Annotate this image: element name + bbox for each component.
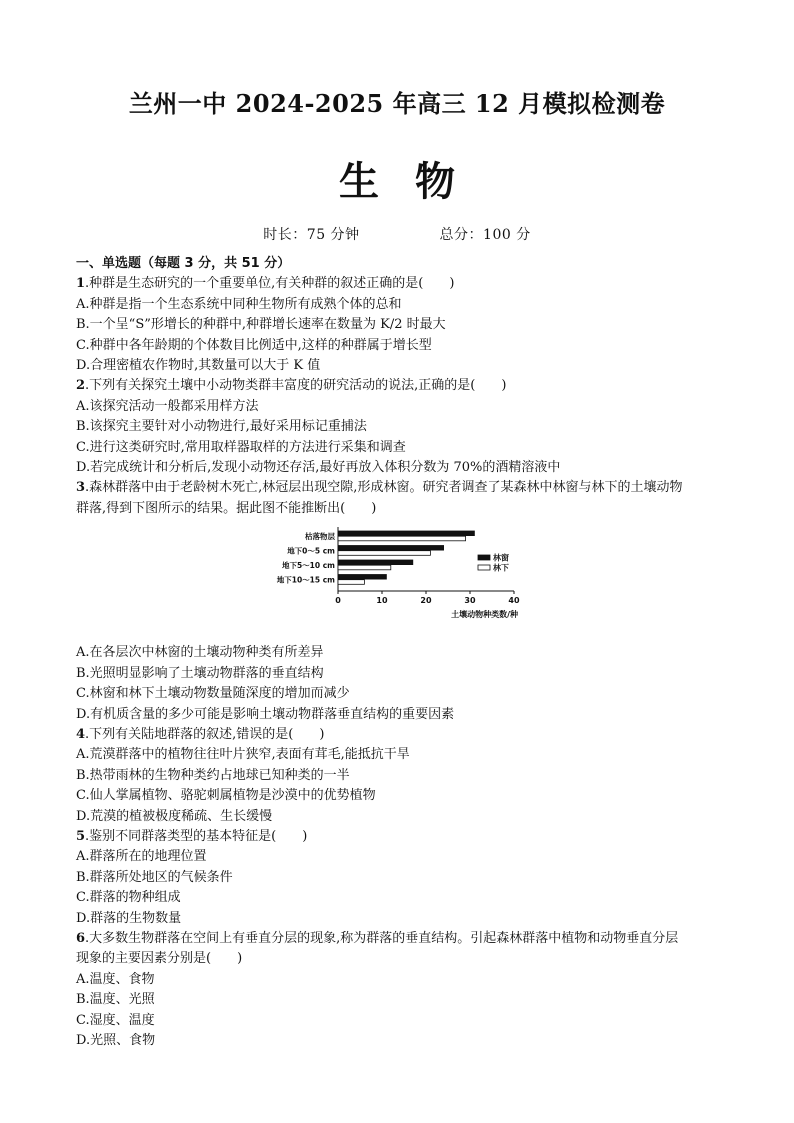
exam-meta xyxy=(0,224,794,244)
option-b: B.群落所处地区的气候条件 xyxy=(76,869,233,885)
question-stem: .森林群落中由于老龄树木死亡,林冠层出现空隙,形成林窗。研究者调查了某森林中林窗与林下的土壤动物 xyxy=(85,480,683,496)
option-c: C.湿度、温度 xyxy=(76,1012,155,1028)
legend-label: 林下 xyxy=(493,563,509,573)
question-4 xyxy=(76,725,726,827)
question-number: 6 xyxy=(76,930,86,946)
option-d: D.荒漠的植被极度稀疏、生长缓慢 xyxy=(76,808,273,824)
option-a: A.群落所在的地理位置 xyxy=(76,849,207,865)
question-stem-continued: 群落,得到下图所示的结果。据此图不能推断出( ) xyxy=(76,500,377,516)
bar-linxia xyxy=(338,565,391,570)
question-number: 2 xyxy=(76,378,86,394)
option-b: B.一个呈“S”形增长的种群中,种群增长速率在数量为 K/2 时最大 xyxy=(76,317,446,333)
category-label: 地下10～15 cm xyxy=(276,575,335,585)
duration-text: 时长：75 分钟 xyxy=(263,227,360,243)
question-stem: .种群是生态研究的一个重要单位,有关种群的叙述正确的是( ) xyxy=(85,276,455,292)
bar-chart xyxy=(266,525,546,637)
bar-linxia xyxy=(338,580,364,585)
category-label: 枯落物层 xyxy=(305,532,335,542)
question-stem-continued: 现象的主要因素分别是( ) xyxy=(76,951,243,967)
option-c: C.种群中各年龄期的个体数目比例适中,这样的种群属于增长型 xyxy=(76,337,432,353)
option-a: A.该探究活动一般都采用样方法 xyxy=(76,398,259,414)
question-stem: .下列有关陆地群落的叙述,错误的是( ) xyxy=(85,726,325,742)
option-a: A.荒漠群落中的植物往往叶片狭窄,表面有茸毛,能抵抗干旱 xyxy=(76,747,410,763)
legend-swatch xyxy=(478,555,490,560)
question-stem: .鉴别不同群落类型的基本特征是( ) xyxy=(85,828,308,844)
question-number: 1 xyxy=(76,276,86,292)
option-d: D.合理密植农作物时,其数量可以大于 K 值 xyxy=(76,358,321,374)
legend-swatch xyxy=(478,565,490,570)
option-d: D.群落的生物数量 xyxy=(76,910,182,926)
option-b: B.光照明显影响了土壤动物群落的垂直结构 xyxy=(76,665,324,681)
section-title: 一、单选题（每题 3 分，共 51 分） xyxy=(76,256,291,271)
bar-linchuang xyxy=(338,575,386,580)
question-6 xyxy=(76,929,726,1051)
question-stem: .下列有关探究土壤中小动物类群丰富度的研究活动的说法,正确的是( ) xyxy=(85,378,507,394)
exam-title: 兰州一中 2024-2025 年高三 12 月模拟检测卷 xyxy=(128,89,666,118)
x-tick-label: 0 xyxy=(335,596,341,606)
x-tick-label: 30 xyxy=(464,596,476,606)
option-a: A.种群是指一个生态系统中同种生物所有成熟个体的总和 xyxy=(76,296,402,312)
question-1 xyxy=(76,274,726,376)
bar-linxia xyxy=(338,536,466,541)
legend-label: 林窗 xyxy=(493,553,509,563)
option-d: D.光照、食物 xyxy=(76,1033,156,1048)
question-number: 5 xyxy=(76,828,86,844)
x-tick-label: 10 xyxy=(376,596,388,606)
category-label: 地下5～10 cm xyxy=(281,561,335,571)
x-tick-label: 40 xyxy=(508,596,520,606)
bar-linxia xyxy=(338,551,430,556)
x-tick-label: 20 xyxy=(420,596,432,606)
option-a: A.温度、食物 xyxy=(76,971,155,987)
bar-linchuang xyxy=(338,560,413,565)
question-stem: .大多数生物群落在空间上有垂直分层的现象,称为群落的垂直结构。引起森林群落中植物和动物垂直分层 xyxy=(85,930,679,946)
soil-animal-chart xyxy=(76,525,726,641)
option-b: B.该探究主要针对小动物进行,最好采用标记重捕法 xyxy=(76,419,367,435)
question-number: 3 xyxy=(76,480,86,496)
bar-linchuang xyxy=(338,546,444,551)
question-2 xyxy=(76,376,726,478)
option-c: C.群落的物种组成 xyxy=(76,890,181,906)
option-b: B.热带雨林的生物种类约占地球已知种类的一半 xyxy=(76,767,350,783)
bar-linchuang xyxy=(338,531,474,536)
option-c: C.仙人掌属植物、骆驼刺属植物是沙漠中的优势植物 xyxy=(76,788,376,804)
question-3 xyxy=(76,478,726,724)
option-d: D.有机质含量的多少可能是影响土壤动物群落垂直结构的重要因素 xyxy=(76,706,455,722)
question-list xyxy=(76,254,726,1051)
option-a: A.在各层次中林窗的土壤动物种类有所差异 xyxy=(76,645,324,661)
option-b: B.温度、光照 xyxy=(76,992,155,1008)
x-axis-label: 土壤动物种类数/种 xyxy=(451,610,518,620)
question-number: 4 xyxy=(76,726,86,742)
total-score-text: 总分：100 分 xyxy=(439,227,531,243)
subject-title: 生物 xyxy=(339,159,491,205)
option-c: C.进行这类研究时,常用取样器取样的方法进行采集和调查 xyxy=(76,439,406,455)
option-d: D.若完成统计和分析后,发现小动物还存活,最好再放入体积分数为 70%的酒精溶液中 xyxy=(76,460,561,476)
option-c: C.林窗和林下土壤动物数量随深度的增加而减少 xyxy=(76,686,350,702)
category-label: 地下0～5 cm xyxy=(287,546,335,556)
question-5 xyxy=(76,827,726,929)
